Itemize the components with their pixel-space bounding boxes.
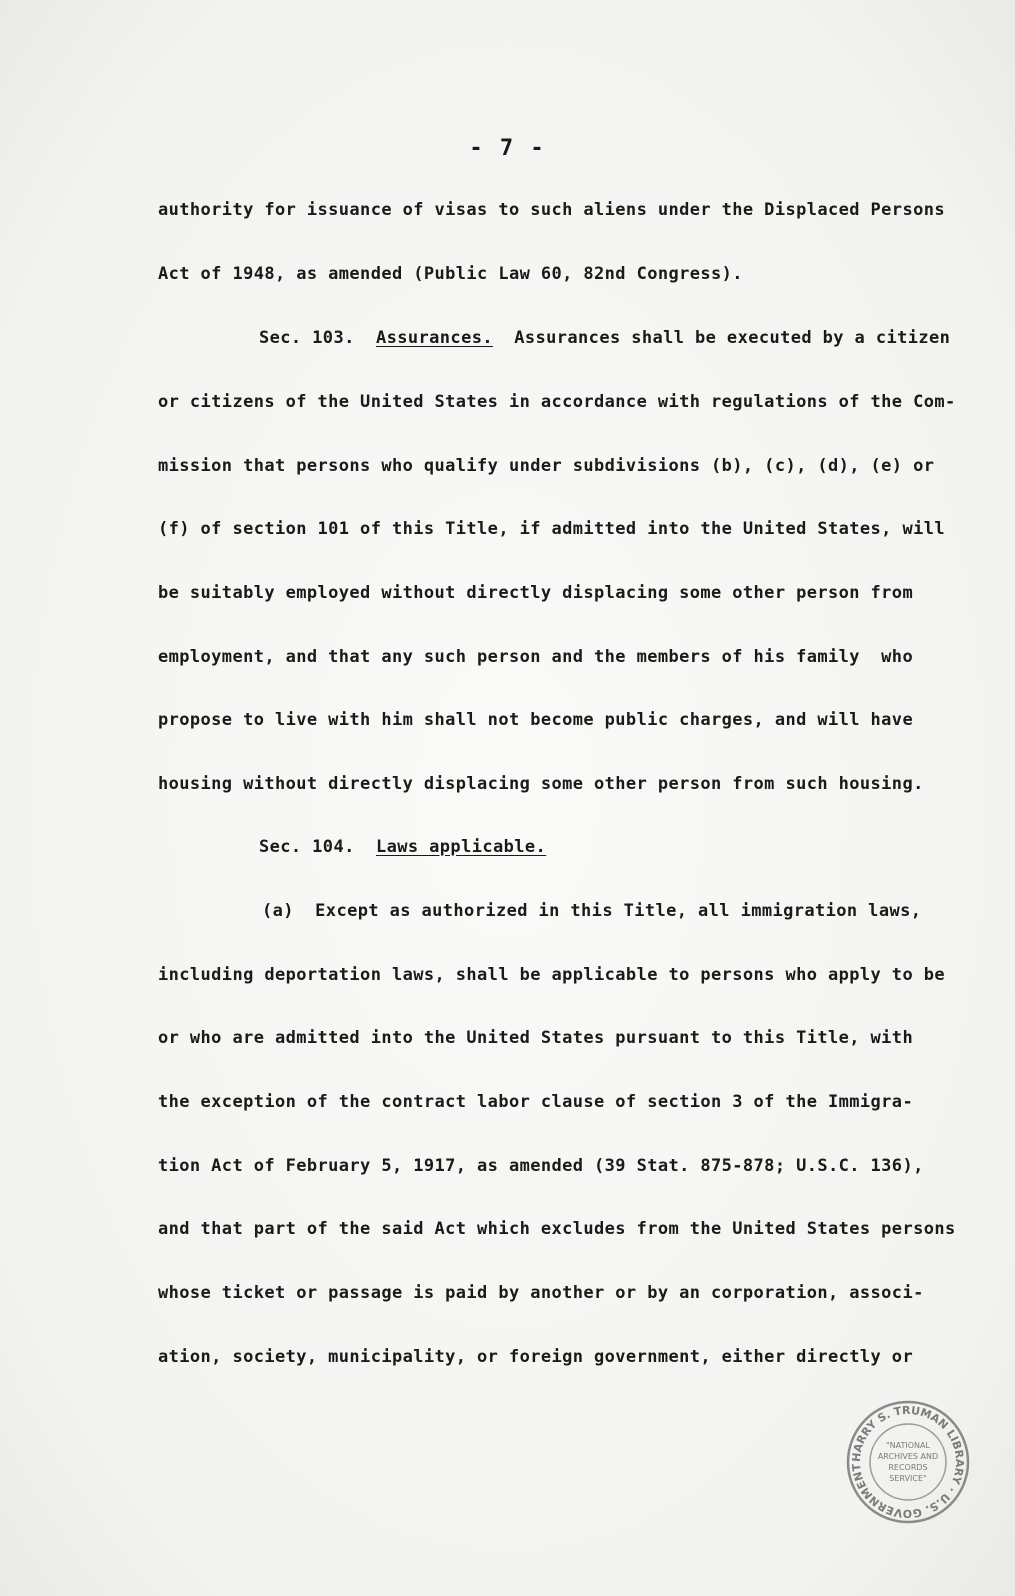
text-line: including deportation laws, shall be applicable to persons who apply to be <box>158 965 945 985</box>
section-number: Sec. 104. <box>259 837 376 857</box>
text-line: or who are admitted into the United States pursuant to this Title, with <box>158 1028 914 1048</box>
page-number: - 7 - <box>469 136 546 161</box>
text-line: the exception of the contract labor clause of section 3 of the Immigra- <box>158 1092 914 1112</box>
stamp-outer-text: HARRY S. TRUMAN LIBRARY · U.S. GOVERNMENT <box>849 1403 967 1521</box>
text-line: propose to live with him shall not become public charges, and will have <box>158 710 914 730</box>
text-line: tion Act of February 5, 1917, as amended (39 Stat. 875-878; U.S.C. 136), <box>158 1156 924 1176</box>
text-line: (a) Except as authorized in this Title, all immigration laws, <box>262 901 922 921</box>
text-line: Act of 1948, as amended (Public Law 60, 82nd Congress). <box>158 264 743 284</box>
text-line: employment, and that any such person and the members of his family who <box>158 647 914 667</box>
section-heading: Assurances. <box>375 328 493 348</box>
section-heading: Laws applicable. <box>375 837 547 857</box>
stamp-inner-line: "NATIONAL <box>886 1441 930 1450</box>
stamp-inner-line: ARCHIVES AND <box>877 1452 939 1461</box>
text-line: ation, society, municipality, or foreign government, either directly or <box>158 1347 914 1367</box>
text-line: housing without directly displacing some other person from such housing. <box>158 774 924 794</box>
stamp-inner-line: SERVICE" <box>889 1474 927 1483</box>
section-104-line <box>259 836 546 858</box>
text-line: and that part of the said Act which excludes from the United States persons <box>158 1219 956 1239</box>
section-103-line <box>259 327 950 349</box>
archive-stamp <box>844 1398 972 1526</box>
text-line: mission that persons who qualify under subdivisions (b), (c), (d), (e) or <box>158 456 935 476</box>
text-line: authority for issuance of visas to such aliens under the Displaced Persons <box>158 200 945 220</box>
text-line: (f) of section 101 of this Title, if admitted into the United States, will <box>158 519 945 539</box>
stamp-inner-line: RECORDS <box>888 1463 928 1472</box>
text-line: whose ticket or passage is paid by another or by an corporation, associ- <box>158 1283 924 1303</box>
section-number: Sec. 103. <box>259 328 376 348</box>
section-text: Assurances shall be executed by a citizen <box>492 328 951 348</box>
text-line: be suitably employed without directly displacing some other person from <box>158 583 914 603</box>
text-line: or citizens of the United States in accordance with regulations of the Com- <box>158 392 956 412</box>
